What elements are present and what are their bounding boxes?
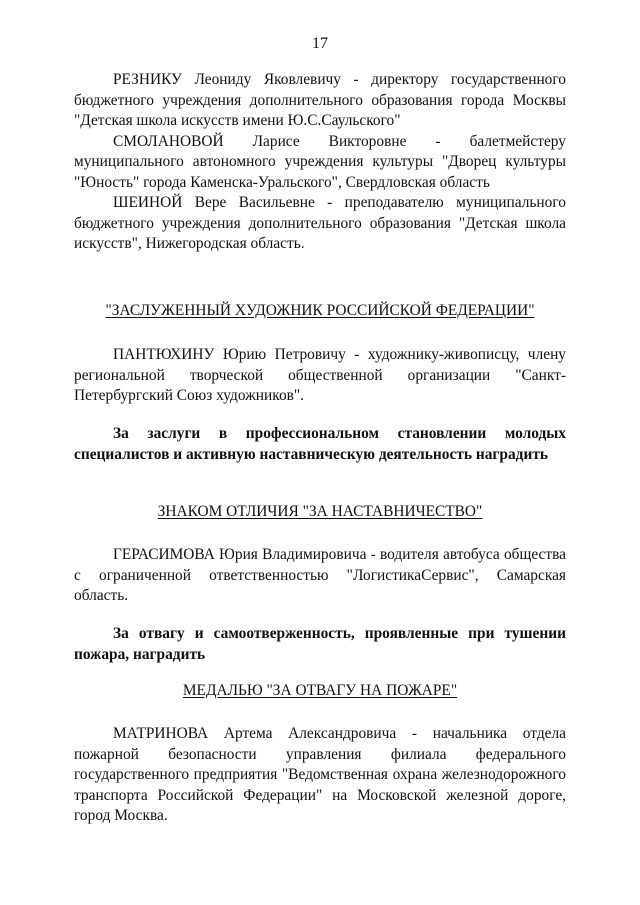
- awardee-entry: СМОЛАНОВОЙ Ларисе Викторовне - балетмейстеру муниципального автономного учреждения культуры "Дворец культуры "Юность" города Каменска-Уральского", Свердловская область: [74, 132, 566, 191]
- awardees-list-fire: [74, 724, 566, 827]
- awardees-list-artist: [74, 345, 566, 407]
- awardee-entry: РЕЗНИКУ Леониду Яковлевичу - директору государственного бюджетного учреждения дополнительного образования города Москвы "Детская школа искусств имени Ю.С.Саульского": [74, 71, 566, 129]
- awardees-list-mentorship: [74, 545, 566, 607]
- decree-text-fire: [74, 624, 566, 665]
- decree-sentence: За отвагу и самоотверженность, проявленные при тушении пожара, наградить: [74, 625, 566, 663]
- award-title-artist: "ЗАСЛУЖЕННЫЙ ХУДОЖНИК РОССИЙСКОЙ ФЕДЕРАЦИИ": [105, 302, 535, 319]
- awardee-entry: ШЕИНОЙ Вере Васильевне - преподавателю муниципального бюджетного учреждения дополнительного образования "Детская школа искусств", Нижегородская область.: [74, 194, 566, 252]
- decree-text-mentorship: [74, 424, 566, 465]
- awardees-list-honored-worker: [74, 70, 566, 255]
- award-title-mentorship: ЗНАКОМ ОТЛИЧИЯ "ЗА НАСТАВНИЧЕСТВО": [157, 503, 483, 520]
- page-number: 17: [312, 35, 328, 52]
- decree-sentence: За заслуги в профессиональном становлении молодых специалистов и активную наставническую деятельность наградить: [74, 425, 566, 463]
- awardee-entry: ГЕРАСИМОВА Юрия Владимировича - водителя автобуса общества с ограниченной ответственностью "ЛогистикаСервис", Самарская область.: [74, 546, 566, 604]
- award-title-fire: МЕДАЛЬЮ "ЗА ОТВАГУ НА ПОЖАРЕ": [182, 682, 458, 699]
- awardee-entry: МАТРИНОВА Артема Александровича - начальника отдела пожарной безопасности управления филиала федерального государственного предприятия "Ведомственная охрана железнодорожного транспорта Российской Федерации" на Московской железной дороге, город Москва.: [74, 725, 566, 824]
- awardee-entry: ПАНТЮХИНУ Юрию Петровичу - художнику-живописцу, члену региональной творческой общественной организации "Санкт-Петербургский Союз художников".: [74, 346, 566, 404]
